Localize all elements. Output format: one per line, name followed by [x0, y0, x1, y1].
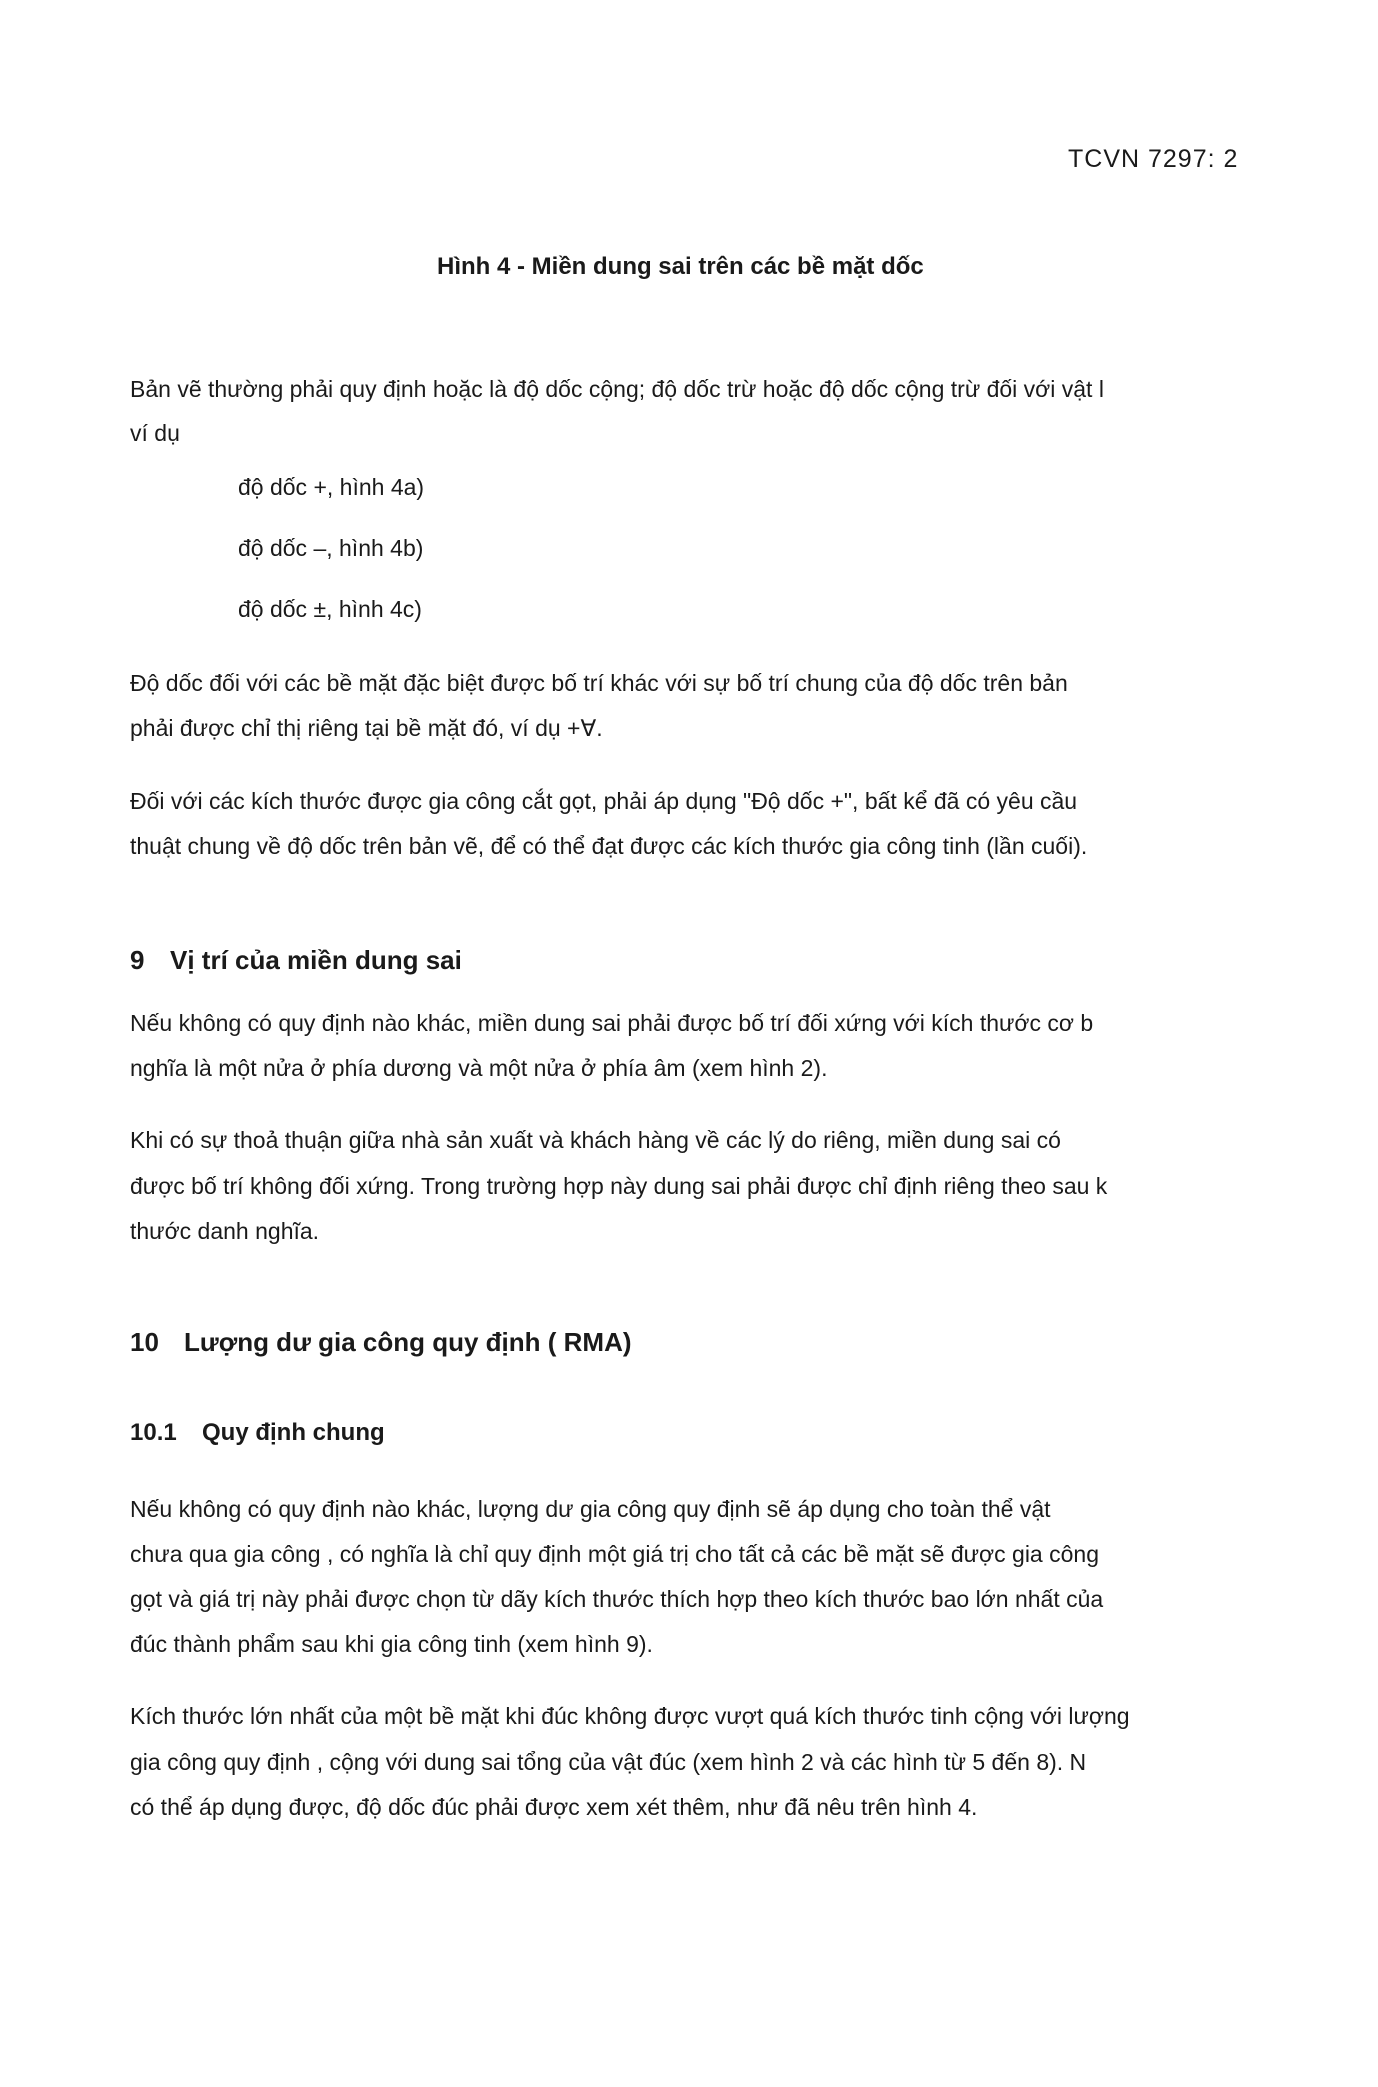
section-9-para1-line-1: Nếu không có quy định nào khác, miền dung sai phải được bố trí đối xứng với kích thước cơ b [130, 1010, 1094, 1036]
example-draft-plusminus: độ dốc ±, hình 4c) [238, 596, 422, 622]
document-code: TCVN 7297: 2 [1068, 145, 1239, 173]
figure-caption: Hình 4 - Miền dung sai trên các bề mặt dốc [437, 253, 924, 280]
special-line-1: Độ dốc đối với các bề mặt đặc biệt được bố trí khác với sự bố trí chung của độ dốc trên bản [130, 670, 1068, 696]
section-9-para1-line-2: nghĩa là một nửa ở phía dương và một nửa ở phía âm (xem hình 2). [130, 1055, 828, 1081]
subsection-10-1-title: Quy định chung [202, 1419, 385, 1446]
section-9-para2-line-3: thước danh nghĩa. [130, 1218, 320, 1244]
section-10-number: 10 [130, 1327, 159, 1357]
section-10-para1-line-1: Nếu không có quy định nào khác, lượng dư gia công quy định sẽ áp dụng cho toàn thể vật [130, 1496, 1051, 1522]
section-10-para1-line-2: chưa qua gia công , có nghĩa là chỉ quy định một giá trị cho tất cả các bề mặt sẽ được gia công [130, 1541, 1099, 1567]
section-10-para1-line-4: đúc thành phẩm sau khi gia công tinh (xem hình 9). [130, 1631, 653, 1657]
special-line-2: phải được chỉ thị riêng tại bề mặt đó, ví dụ +∀. [130, 715, 603, 741]
section-10-para2-line-3: có thể áp dụng được, độ dốc đúc phải được xem xét thêm, như đã nêu trên hình 4. [130, 1794, 978, 1820]
section-9-title: Vị trí của miền dung sai [170, 945, 462, 975]
intro-line-2: ví dụ [130, 420, 180, 446]
example-draft-minus: độ dốc –, hình 4b) [238, 535, 424, 561]
section-9-number: 9 [130, 945, 145, 975]
example-draft-plus: độ dốc +, hình 4a) [238, 474, 425, 500]
section-10-para1-line-3: gọt và giá trị này phải được chọn từ dãy kích thước thích hợp theo kích thước bao lớn nhất của [130, 1586, 1104, 1612]
section-9-para2-line-1: Khi có sự thoả thuận giữa nhà sản xuất và khách hàng về các lý do riêng, miền dung sai có [130, 1127, 1061, 1153]
machined-line-2: thuật chung về độ dốc trên bản vẽ, để có thể đạt được các kích thước gia công tinh (lần cuối). [130, 833, 1088, 859]
subsection-10-1-number: 10.1 [130, 1419, 177, 1446]
section-9-para2-line-2: được bố trí không đối xứng. Trong trường hợp này dung sai phải được chỉ định riêng theo sau k [130, 1173, 1108, 1199]
section-10-para2-line-1: Kích thước lớn nhất của một bề mặt khi đúc không được vượt quá kích thước tinh cộng với lượng [130, 1703, 1130, 1729]
intro-line-1: Bản vẽ thường phải quy định hoặc là độ dốc cộng; độ dốc trừ hoặc độ dốc cộng trừ đối với vật l [130, 376, 1104, 402]
machined-line-1: Đối với các kích thước được gia công cắt gọt, phải áp dụng "Độ dốc +", bất kể đã có yêu cầu [130, 788, 1078, 814]
section-10-title: Lượng dư gia công quy định ( RMA) [184, 1327, 632, 1357]
section-10-para2-line-2: gia công quy định , cộng với dung sai tổng của vật đúc (xem hình 2 và các hình từ 5 đến 8). N [130, 1749, 1087, 1775]
